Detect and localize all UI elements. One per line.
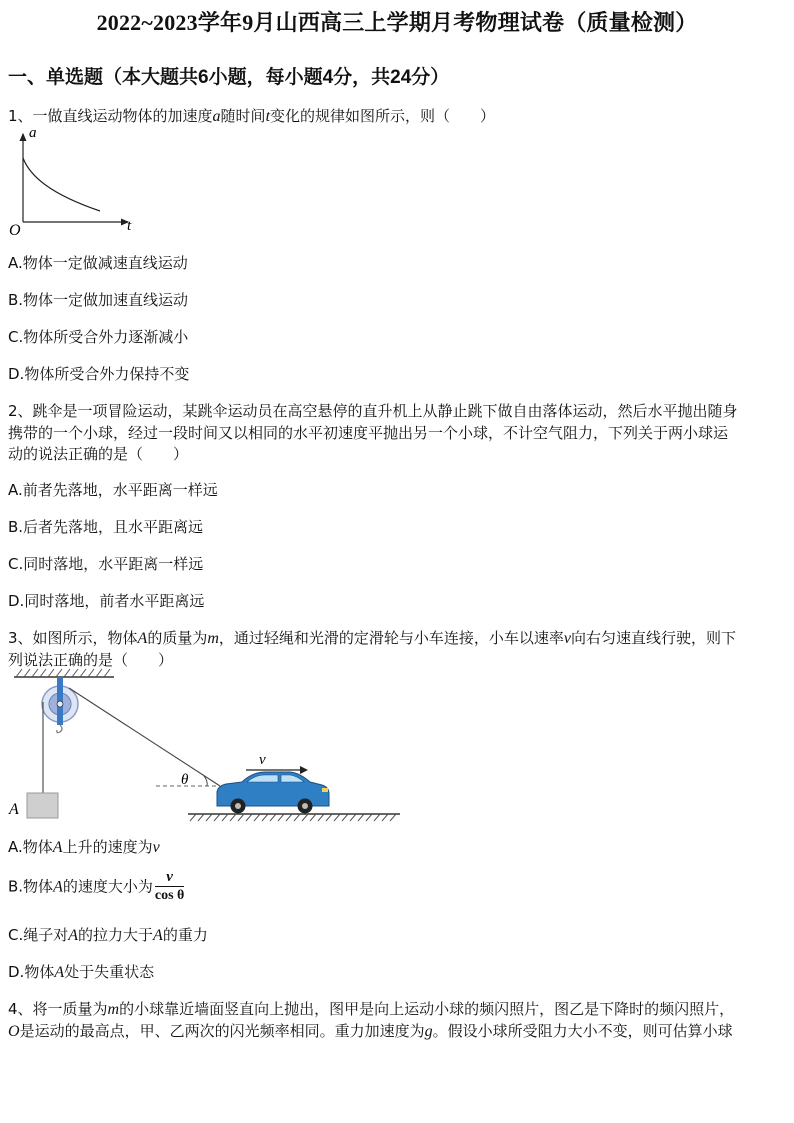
question-2-stem bbox=[8, 401, 786, 466]
q3-velocity-arrowhead bbox=[300, 766, 308, 774]
q4-var-O: O bbox=[8, 1022, 20, 1040]
q3a-var-v: v bbox=[152, 839, 160, 856]
q1-var-a: a bbox=[212, 108, 221, 125]
q3-var-v: v bbox=[563, 630, 572, 647]
q1-curve bbox=[23, 158, 100, 211]
q4-text-4: 。假设小球所受阻力大小不变，则可估算小球 bbox=[432, 1021, 733, 1040]
q3b-var-A: A bbox=[53, 878, 63, 896]
q2-option-c[interactable]: C.同时落地，水平距离一样远 bbox=[8, 555, 204, 573]
q3-line-2: 列说法正确的是（ ） bbox=[8, 650, 174, 669]
q3-angle-label: θ bbox=[181, 772, 189, 788]
q3b-text-1: B.物体 bbox=[8, 877, 54, 896]
q4-text-1: 4、将一质量为 bbox=[8, 1000, 108, 1018]
q3a-text-1: A.物体 bbox=[8, 838, 53, 856]
q1-text-a: 1、一做直线运动物体的加速度 bbox=[8, 107, 213, 125]
question-4-stem bbox=[8, 999, 786, 1042]
q3-text-3: ，通过轻绳和光滑的定滑轮与小车连接，小车以速率 bbox=[218, 629, 564, 647]
q4-var-g: g bbox=[424, 1022, 433, 1040]
q1-option-c[interactable]: C.物体所受合外力逐渐减小 bbox=[8, 328, 189, 346]
q3d-text-2: 处于失重状态 bbox=[64, 963, 155, 981]
q1-text-b: 随时间 bbox=[220, 107, 266, 125]
q4-text-2: 的小球靠近墙面竖直向上抛出，图甲是向上运动小球的频闪照片，图乙是下降时的频闪照片， bbox=[119, 1000, 735, 1018]
q3a-var-A: A bbox=[52, 839, 63, 856]
q2-option-a[interactable]: A.前者先落地，水平距离一样远 bbox=[8, 481, 218, 499]
q3c-var-A2: A bbox=[153, 927, 163, 944]
page-title: 2022~2023学年9月山西高三上学期月考物理试卷（质量检测） bbox=[96, 10, 698, 35]
q2-line-2: 携带的一个小球，经过一段时间又以相同的水平初速度平抛出另一个小球，不计空气阻力，下列关于两小球运 bbox=[8, 423, 729, 442]
q3-ground-hatch bbox=[190, 814, 396, 821]
q3c-text-3: 的重力 bbox=[162, 926, 208, 944]
q3-ceiling-hatch bbox=[16, 669, 110, 677]
q4-var-m: m bbox=[107, 1001, 120, 1018]
q3-option-b[interactable] bbox=[8, 870, 184, 904]
q1-option-a[interactable]: A.物体一定做减速直线运动 bbox=[8, 254, 188, 272]
q3d-var-A: A bbox=[54, 964, 65, 981]
q3a-text-2: 上升的速度为 bbox=[62, 838, 153, 856]
q4-line-1 bbox=[8, 999, 786, 1021]
q2-line-1: 2、跳伞是一项冒险运动，某跳伞运动员在高空悬停的直升机上从静止跳下做自由落体运动，然后水平抛出随身 bbox=[8, 402, 738, 420]
q3-text-2: 的质量为 bbox=[147, 629, 208, 647]
q3-pulley-car-figure bbox=[0, 666, 410, 824]
q3-pulley-axle bbox=[57, 701, 63, 707]
q1-var-t: t bbox=[265, 108, 271, 125]
q2-option-d[interactable]: D.同时落地，前者水平距离远 bbox=[8, 592, 205, 610]
q3b-fraction-denominator: cos θ bbox=[154, 888, 185, 903]
q1-text-c: 变化的规律如图所示，则（ ） bbox=[270, 107, 496, 125]
q3-block-label: A bbox=[9, 801, 19, 818]
q2-option-b[interactable]: B.后者先落地，且水平距离远 bbox=[8, 518, 204, 536]
q3-var-m: m bbox=[207, 630, 219, 647]
q1-axis-label-a: a bbox=[29, 125, 37, 141]
q3-text-1: 3、如图所示，物体 bbox=[8, 629, 138, 647]
q3-option-d[interactable] bbox=[8, 962, 154, 983]
q4-line-2 bbox=[8, 1021, 786, 1043]
q3b-text-2: 的速度大小为 bbox=[62, 877, 153, 896]
q1-acceleration-graph bbox=[0, 124, 150, 238]
q1-origin-label: O bbox=[9, 222, 21, 238]
q1-option-d[interactable]: D.物体所受合外力保持不变 bbox=[8, 365, 190, 383]
q3-hook-icon bbox=[57, 725, 62, 733]
q3c-text-1: C.绳子对 bbox=[8, 926, 69, 944]
q3-car-icon bbox=[217, 772, 329, 814]
q3-var-A: A bbox=[137, 630, 148, 647]
q3-velocity-label: v bbox=[259, 752, 266, 768]
q1-axis-label-t: t bbox=[127, 218, 132, 234]
q2-line-3: 动的说法正确的是（ ） bbox=[8, 445, 189, 463]
q3-option-c[interactable] bbox=[8, 925, 208, 946]
q1-option-b[interactable]: B.物体一定做加速直线运动 bbox=[8, 291, 189, 309]
q3c-text-2: 的拉力大于 bbox=[78, 926, 154, 944]
q3-text-4: 向右匀速直线行驶，则下 bbox=[571, 629, 737, 647]
q3-block-a bbox=[27, 793, 58, 818]
q3c-var-A: A bbox=[68, 927, 79, 944]
q3b-fraction-numerator: v bbox=[155, 870, 184, 887]
q3d-text-1: D.物体 bbox=[8, 963, 55, 981]
q3b-fraction bbox=[155, 870, 184, 904]
q4-text-3: 是运动的最高点，甲、乙两次的闪光频率相同。重力加速度为 bbox=[19, 1021, 425, 1040]
section-heading: 一、单选题（本大题共6小题，每小题4分，共24分） bbox=[8, 67, 450, 88]
question-3-stem bbox=[8, 628, 786, 671]
q3-line-1 bbox=[8, 628, 786, 650]
q3-rope-slant bbox=[69, 688, 220, 786]
q3-option-a[interactable] bbox=[8, 837, 160, 858]
